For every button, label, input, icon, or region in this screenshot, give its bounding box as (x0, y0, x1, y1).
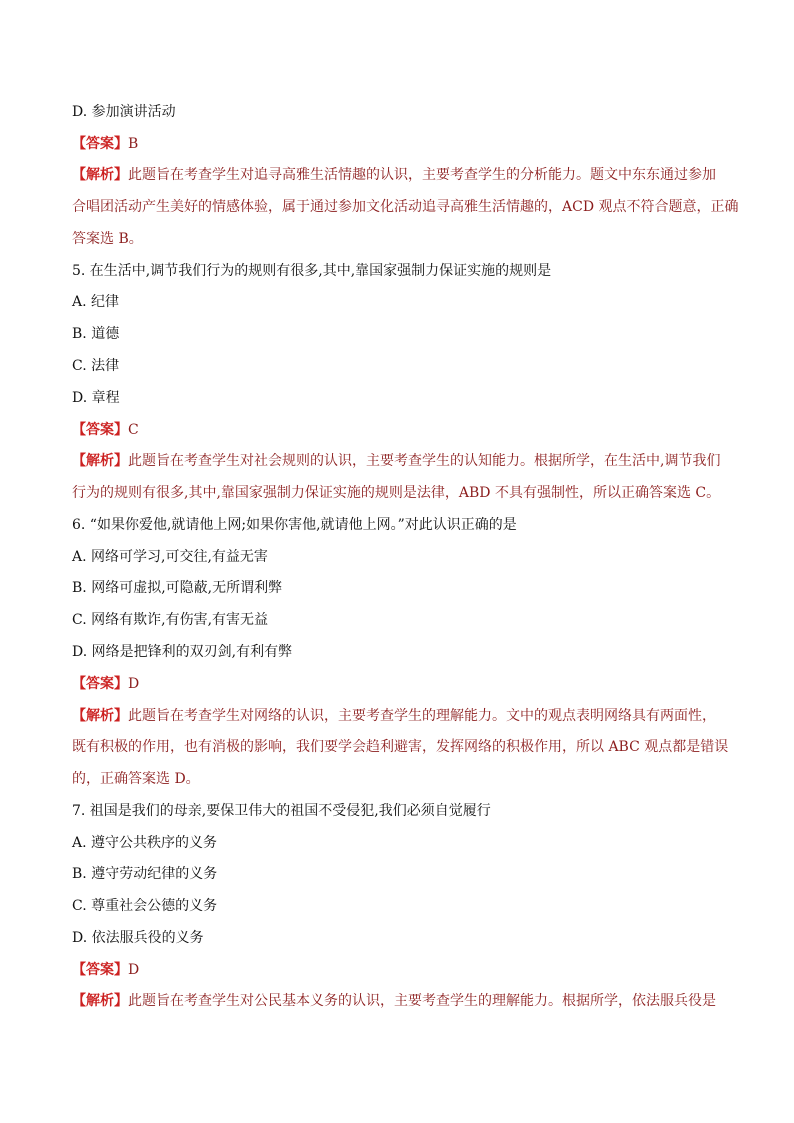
explanation-label: 【解析】 (72, 167, 128, 183)
q6-explanation-line1 (72, 706, 734, 726)
q7-explanation-line1 (72, 991, 734, 1011)
answer-label: 【答案】 (72, 676, 128, 692)
q4-answer (72, 134, 734, 154)
answer-value: C (128, 422, 139, 438)
q7-option-c: C. 尊重社会公德的义务 (72, 898, 218, 914)
q4-explanation-line2: 合唱团活动产生美好的情感体验，属于通过参加文化活动追寻高雅生活情趣的，ACD 观点不符合题意，正确 (72, 199, 739, 215)
explanation-text: 此题旨在考查学生对网络的认识，主要考查学生的理解能力。文中的观点表明网络具有两面性， (128, 708, 716, 724)
q7-option-a: A. 遵守公共秩序的义务 (72, 835, 218, 851)
q4-explanation-line3: 答案选 B。 (72, 231, 143, 247)
explanation-label: 【解析】 (72, 993, 128, 1009)
explanation-text: 此题旨在考查学生对社会规则的认识，主要考查学生的认知能力。根据所学，在生活中,调节我们 (128, 453, 721, 469)
q5-answer (72, 420, 734, 440)
q5-option-c: C. 法律 (72, 358, 120, 374)
q6-answer (72, 674, 734, 694)
explanation-text: 此题旨在考查学生对公民基本义务的认识，主要考查学生的理解能力。根据所学，依法服兵役是 (128, 993, 716, 1009)
q6-option-d: D. 网络是把锋利的双刃剑,有利有弊 (72, 644, 293, 660)
q6-question: 6. “如果你爱他,就请他上网;如果你害他,就请他上网。”对此认识正确的是 (72, 517, 517, 533)
q7-answer (72, 960, 734, 980)
q5-option-d: D. 章程 (72, 390, 120, 406)
q7-option-d: D. 依法服兵役的义务 (72, 930, 204, 946)
explanation-label: 【解析】 (72, 708, 128, 724)
answer-value: D (128, 676, 140, 692)
explanation-text: 此题旨在考查学生对追寻高雅生活情趣的认识，主要考查学生的分析能力。题文中东东通过参加 (128, 167, 716, 183)
q7-option-b: B. 遵守劳动纪律的义务 (72, 866, 218, 882)
explanation-label: 【解析】 (72, 453, 128, 469)
q6-explanation-line3: 的，正确答案选 D。 (72, 771, 200, 787)
answer-label: 【答案】 (72, 962, 128, 978)
answer-label: 【答案】 (72, 136, 128, 152)
q7-question: 7. 祖国是我们的母亲,要保卫伟大的祖国不受侵犯,我们必须自觉履行 (72, 803, 491, 819)
q5-explanation-line1 (72, 451, 734, 471)
answer-value: D (128, 962, 140, 978)
answer-value: B (128, 136, 139, 152)
answer-label: 【答案】 (72, 422, 128, 438)
q6-option-c: C. 网络有欺诈,有伤害,有害无益 (72, 612, 269, 628)
q4-explanation-line1 (72, 165, 734, 185)
q5-option-b: B. 道德 (72, 326, 120, 342)
q5-option-a: A. 纪律 (72, 294, 120, 310)
q5-question: 5. 在生活中,调节我们行为的规则有很多,其中,靠国家强制力保证实施的规则是 (72, 263, 552, 279)
q6-option-a: A. 网络可学习,可交往,有益无害 (72, 549, 268, 565)
q4-option-d: D. 参加演讲活动 (72, 104, 176, 120)
q6-explanation-line2: 既有积极的作用，也有消极的影响，我们要学会趋利避害，发挥网络的积极作用，所以 ABC 观点都是错误 (72, 739, 729, 755)
q6-option-b: B. 网络可虚拟,可隐蔽,无所谓利弊 (72, 580, 283, 596)
q5-explanation-line2: 行为的规则有很多,其中,靠国家强制力保证实施的规则是法律，ABD 不具有强制性，所以正确答案选 C。 (72, 485, 721, 501)
